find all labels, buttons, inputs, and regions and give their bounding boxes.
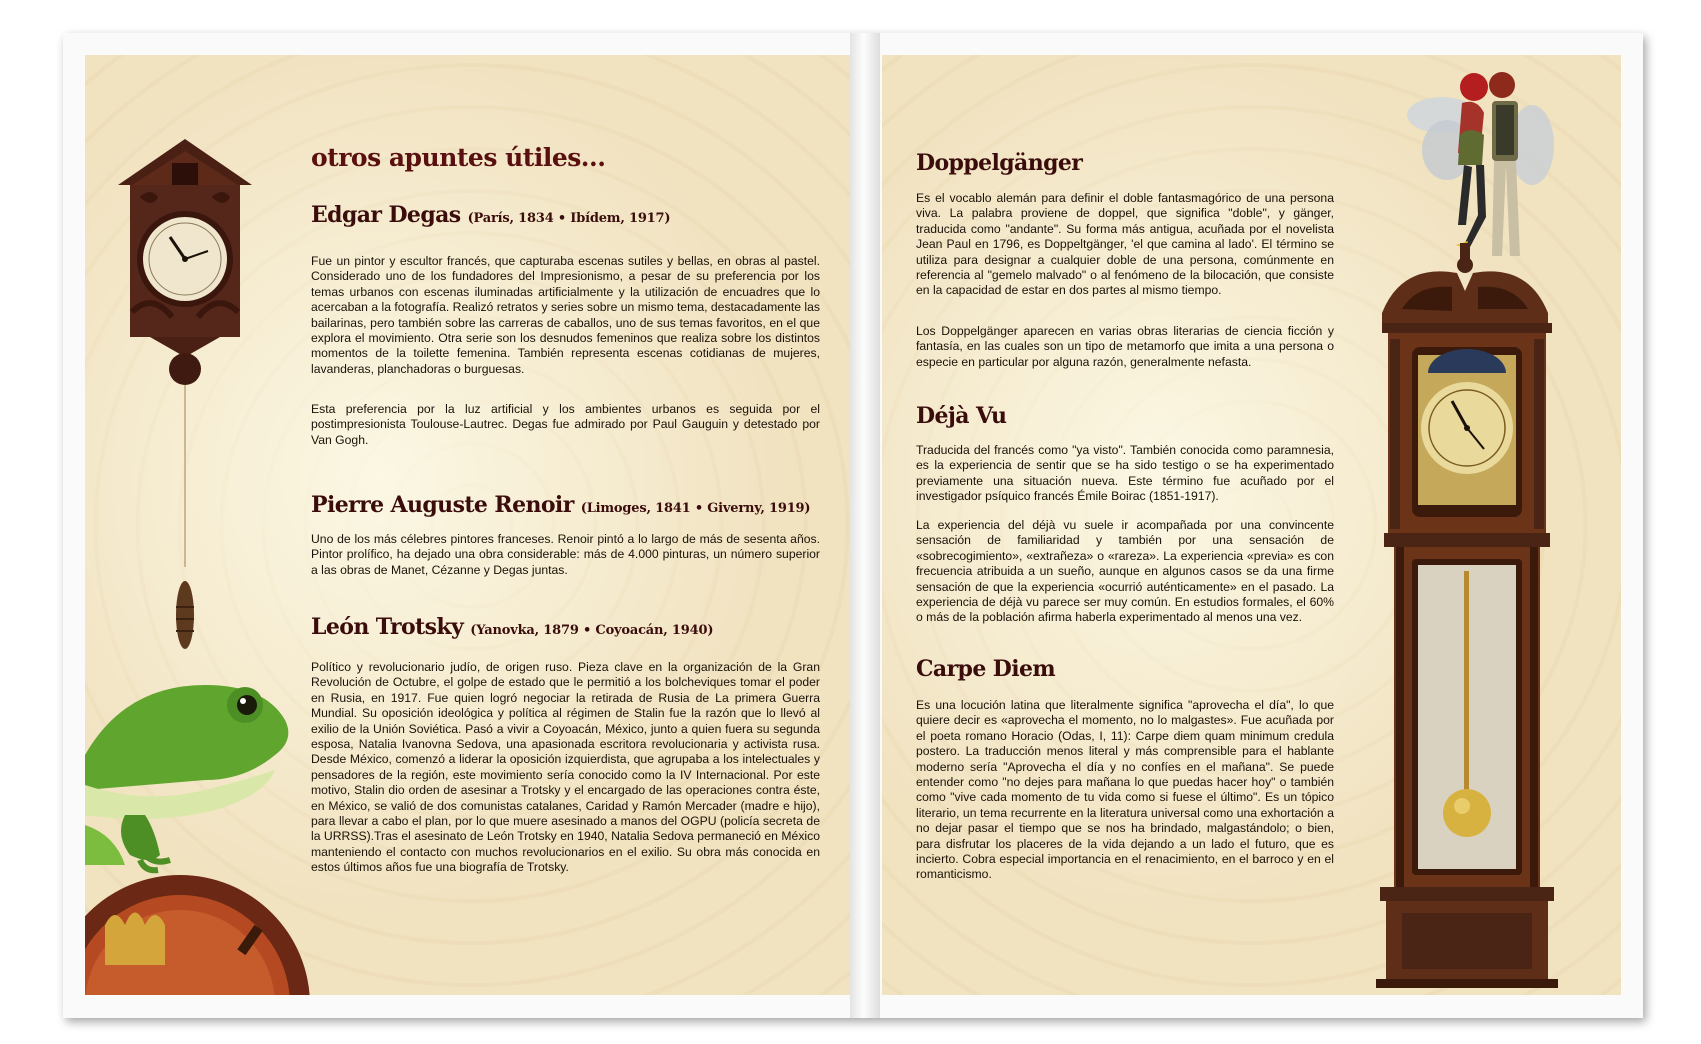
entry-body: Es el vocablo alemán para definir el doble fantasmagórico de una persona viva. La palabra proviene de doppel, que significa "doble", y gänger, traducida como "andante". Su forma más antigua, acuñada por el novelista Jean Paul en 1796, es Doppeltgänger, 'el que camina al lado'. El término se utiliza para designar a cualquier doble de una persona, comúnmente en referencia al "gemelo malvado" o al fenómeno de la bilocación, que consiste en la capacidad de estar en dos partes al mismo tiempo. — [916, 191, 1334, 298]
entry-title-doppelganger: Doppelgänger — [916, 150, 1083, 176]
grandfather-clock-illustration — [1372, 243, 1562, 988]
entry-name: León Trotsky — [311, 614, 464, 640]
entry-body: Político y revolucionario judío, de origen ruso. Pieza clave en la organización de la Gran Revolución de Octubre, el golpe de estado que le permitió a los bolcheviques tomar el poder en Rusia, en 1917. Fue quien logró negociar la retirada de Rusia de La primera Guerra Mundial. Su oposición ideológica y política al régimen de Stalin fue la razón que lo llevó al exilio de la Unión Soviética. Pasó a vivir a Coyoacán, México, junto a quien fuera su segunda esposa, Natalia Ivanovna Sedova, una apasionada escritora revolucionaria y activista rusa. Desde México, comenzó a liderar la oposición izquierdista, que agrupaba a los intelectuales y pensadores de la región, este movimiento sería conocido como la IV Internacional. Por este motivo, Stalin dio orden de asesinar a Trotsky y el encargado de las operaciones contra éste, en México, se valió de dos comunistas catalanes, Caridad y Ramón Mercader (madre e hijo), para llevar a cabo el plan, por lo que muere asesinado a manos del OGPU (policía secreta de la URRSS).Tras el asesinato de León Trotsky en 1940, Natalia Sedova permaneció en México manteniendo el contacto con muchos revolucionarios en el exilio. Su obra más conocida en estos últimos años fue una biografía de Trotsky. — [311, 660, 820, 875]
frog-on-clock-illustration — [85, 675, 315, 995]
section-title: otros apuntes útiles... — [311, 143, 606, 172]
cuckoo-clock-illustration — [110, 137, 260, 677]
entry-title-deja-vu: Déjà Vu — [916, 403, 1007, 429]
entry-title-trotsky — [311, 614, 713, 640]
entry-dates: (Yanovka, 1879 • Coyoacán, 1940) — [470, 623, 714, 638]
entry-body: Es una locución latina que literalmente significa "aprovecha el día", lo que quiere decir es «aprovecha el momento, no lo malgastes». Fue acuñada por el poeta romano Horacio (Odas, I, 11): Carpe diem quam minimum credula postero. La traducción menos literal y más comprensible para el hablante moderno sería "Aprovecha el día y no confíes en el mañana". Se puede entender como "no dejes para mañana lo que puedas hacer hoy" o también como "vive cada momento de tu vida como si fuese el último". Es un tópico literario, un tema recurrente en la literatura universal como una exhortación a no dejar pasar el tiempo que se nos ha brindado, malgastándolo; o bien, para disfrutar los placeres de la vida dejando a un lado el futuro, que es incierto. Cobra especial importancia en el renacimiento, en el barroco y en el romanticismo. — [916, 698, 1334, 882]
entry-dates: (Limoges, 1841 • Giverny, 1919) — [580, 501, 811, 516]
left-page — [85, 55, 858, 995]
entry-dates: (París, 1834 • Ibídem, 1917) — [467, 211, 671, 226]
entry-body: La experiencia del déjà vu suele ir acompañada por una convincente sensación de familiaridad y también por una sensación de «sobrecogimiento», «extrañeza» o «rareza». La experiencia «previa» es con frecuencia atribuida a un sueño, aunque en algunos casos se da una firme sensación de que la experiencia «ocurrió auténticamente» en el pasado. La experiencia de déjà vu parece ser muy común. En estudios formales, el 60% o más de la población afirma haberla experimentado al menos una vez. — [916, 518, 1334, 625]
right-page — [882, 55, 1621, 995]
entry-body: Uno de los más célebres pintores franceses. Renoir pintó a lo largo de más de sesenta años. Pintor prolífico, ha dejado una obra considerable: más de 4.000 pinturas, un número superior a las obras de Manet, Cézanne y Degas juntas. — [311, 532, 820, 577]
page-gutter — [850, 33, 880, 1018]
entry-body: Traducida del francés como "ya visto". También conocida como paramnesia, es la experiencia de sentir que se ha sido testigo o se ha experimentado previamente una situación nueva. Este término fue acuñado por el investigador psíquico francés Émile Boirac (1851-1917). — [916, 443, 1334, 504]
entry-body: Fue un pintor y escultor francés, que capturaba escenas sutiles y bellas, en obras al pastel. Considerado uno de los fundadores del Impresionismo, a pesar de su preferencia por los temas urbanos con escenas iluminadas artificialmente y la utilización de encuadres que lo acercaban a la fotografía. Realizó retratos y series sobre un mismo tema, destacadamente las bailarinas, pero también sobre las carreras de caballos, uno de sus temas favoritos, en el que explora el movimiento. Otra serie son los desnudos femeninos que realiza sobre los distintos momentos de la toilette femenina. También representa escenas cotidianas de mujeres, lavanderas, planchadoras o burguesas. — [311, 254, 820, 376]
entry-body: Los Doppelgänger aparecen en varias obras literarias de ciencia ficción y fantasía, en las cuales son un tipo de metamorfo que imita a una persona o especie en particular por alguna razón, generalmente nefasta. — [916, 324, 1334, 369]
entry-title-degas — [311, 202, 670, 228]
entry-title-carpe-diem: Carpe Diem — [916, 656, 1056, 682]
entry-name: Edgar Degas — [311, 202, 461, 228]
entry-name: Pierre Auguste Renoir — [311, 492, 574, 518]
dancing-couple-illustration — [1402, 65, 1562, 265]
entry-title-renoir — [311, 492, 810, 518]
entry-body: Esta preferencia por la luz artificial y los ambientes urbanos es seguida por el postimpresionista Toulouse-Lautrec. Degas fue admirado por Paul Gauguin y detestado por Van Gogh. — [311, 402, 820, 447]
